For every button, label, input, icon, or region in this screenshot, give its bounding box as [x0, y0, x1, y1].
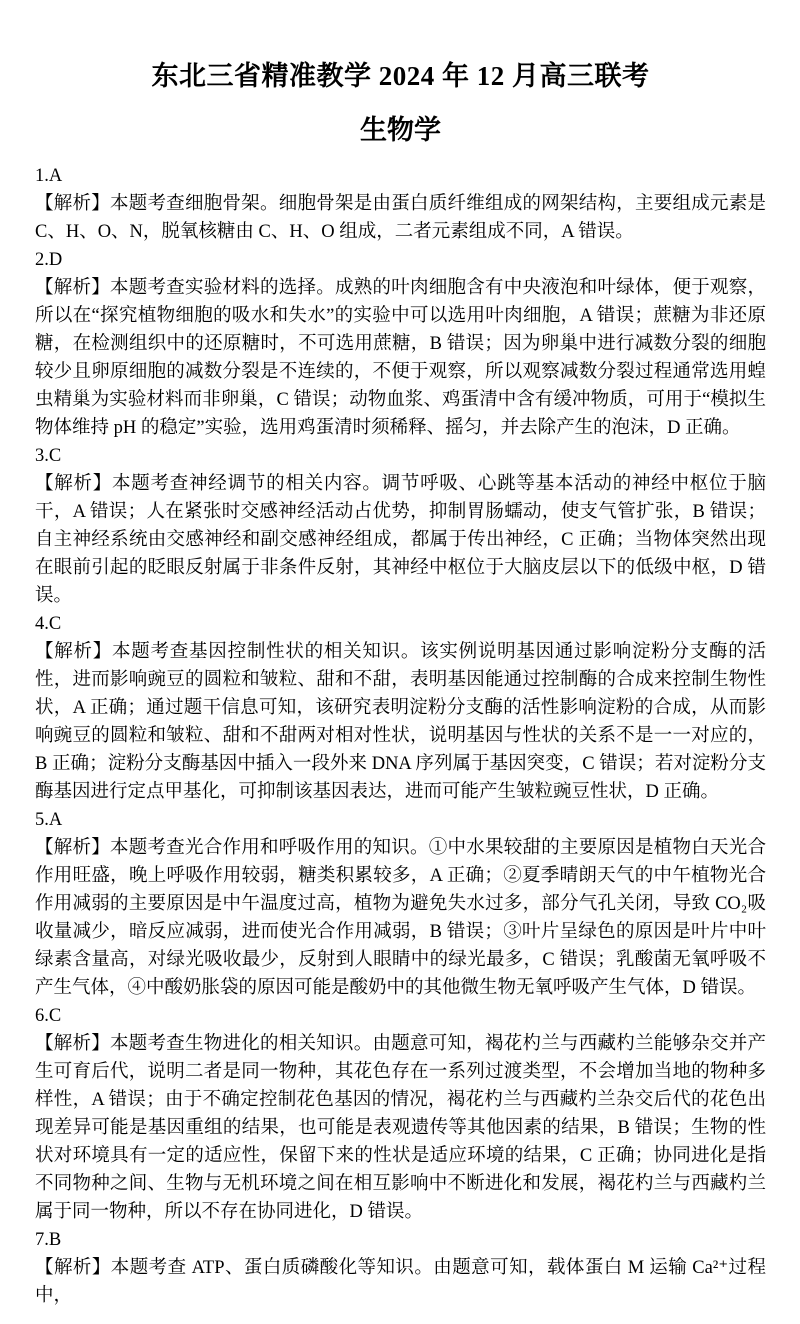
subject-title: 生物学	[360, 115, 441, 145]
answer-item-6	[35, 1002, 766, 1226]
answer-explanation: 【解析】本题考查细胞骨架。细胞骨架是由蛋白质纤维组成的网架结构，主要组成元素是 C、H、O、N，脱氧核糖由 C、H、O 组成，二者元素组成不同，A 错误。	[35, 194, 766, 242]
answer-item-5	[35, 806, 766, 1002]
answer-explanation: 【解析】本题考查实验材料的选择。成熟的叶肉细胞含有中央液泡和叶绿体，便于观察，所以在“探究植物细胞的吸水和失水”的实验中可以选用叶肉细胞，A 错误；蔗糖为非还原糖，在检测组织中的还原糖时，不可选用蔗糖，B 错误；因为卵巢中进行减数分裂的细胞较少且卵原细胞的减数分裂是不连续的，不便于观察，所以观察减数分裂过程通常选用蝗虫精巢为实验材料而非卵巢，C 错误；动物血浆、鸡蛋清中含有缓冲物质，可用于“模拟生物体维持 pH 的稳定”实验，选用鸡蛋清时须稀释、摇匀，并去除产生的泡沫，D 正确。	[35, 278, 766, 438]
answer-label: 5.A	[35, 810, 63, 830]
answer-label: 7.B	[35, 1230, 62, 1250]
answer-item-1	[35, 162, 766, 246]
answer-item-4	[35, 610, 766, 806]
answer-label: 3.C	[35, 446, 62, 466]
answer-explanation: 【解析】本题考查 ATP、蛋白质磷酸化等知识。由题意可知，载体蛋白 M 运输 Ca²⁺过程中，	[35, 1258, 766, 1306]
answer-label: 1.A	[35, 166, 63, 186]
answer-item-3	[35, 442, 766, 610]
exam-title: 东北三省精准教学 2024 年 12 月高三联考	[151, 61, 650, 91]
answers-list	[35, 162, 766, 1310]
answer-explanation: 【解析】本题考查光合作用和呼吸作用的知识。①中水果较甜的主要原因是植物白天光合作用旺盛，晚上呼吸作用较弱，糖类积累较多，A 正确；②夏季晴朗天气的中午植物光合作用减弱的主要原因是中午温度过高，植物为避免失水过多，部分气孔关闭，导致 CO₂吸收量减少，暗反应减弱，进而使光合作用减弱，B 错误；③叶片呈绿色的原因是叶片中叶绿素含量高，对绿光吸收最少，反射到人眼睛中的绿光最多，C 错误；乳酸菌无氧呼吸不产生气体，④中酸奶胀袋的原因可能是酸奶中的其他微生物无氧呼吸产生气体，D 错误。	[35, 838, 766, 998]
answer-explanation: 【解析】本题考查基因控制性状的相关知识。该实例说明基因通过影响淀粉分支酶的活性，进而影响豌豆的圆粒和皱粒、甜和不甜，表明基因能通过控制酶的合成来控制生物性状，A 正确；通过题干信息可知，该研究表明淀粉分支酶的活性影响淀粉的合成，从而影响豌豆的圆粒和皱粒、甜和不甜两对相对性状，说明基因与性状的关系不是一一对应的，B 正确；淀粉分支酶基因中插入一段外来 DNA 序列属于基因突变，C 错误；若对淀粉分支酶基因进行定点甲基化，可抑制该基因表达，进而可能产生皱粒豌豆性状，D 正确。	[35, 642, 766, 802]
answer-item-2	[35, 246, 766, 442]
answer-explanation: 【解析】本题考查神经调节的相关内容。调节呼吸、心跳等基本活动的神经中枢位于脑干，A 错误；人在紧张时交感神经活动占优势，抑制胃肠蠕动，使支气管扩张，B 错误；自主神经系统由交感神经和副交感神经组成，都属于传出神经，C 正确；当物体突然出现在眼前引起的眨眼反射属于非条件反射，其神经中枢位于大脑皮层以下的低级中枢，D 错误。	[35, 474, 766, 606]
answer-explanation: 【解析】本题考查生物进化的相关知识。由题意可知，褐花杓兰与西藏杓兰能够杂交并产生可育后代，说明二者是同一物种，其花色存在一系列过渡类型，不会增加当地的物种多样性，A 错误；由于不确定控制花色基因的情况，褐花杓兰与西藏杓兰杂交后代的花色出现差异可能是基因重组的结果，也可能是表观遗传等其他因素的结果，B 错误；生物的性状对环境具有一定的适应性，保留下来的性状是适应环境的结果，C 正确；协同进化是指不同物种之间、生物与无机环境之间在相互影响中不断进化和发展，褐花杓兰与西藏杓兰属于同一物种，所以不存在协同进化，D 错误。	[35, 1034, 766, 1222]
answer-label: 6.C	[35, 1006, 62, 1026]
answer-label: 2.D	[35, 250, 63, 270]
answer-item-7	[35, 1226, 766, 1310]
answer-label: 4.C	[35, 614, 62, 634]
